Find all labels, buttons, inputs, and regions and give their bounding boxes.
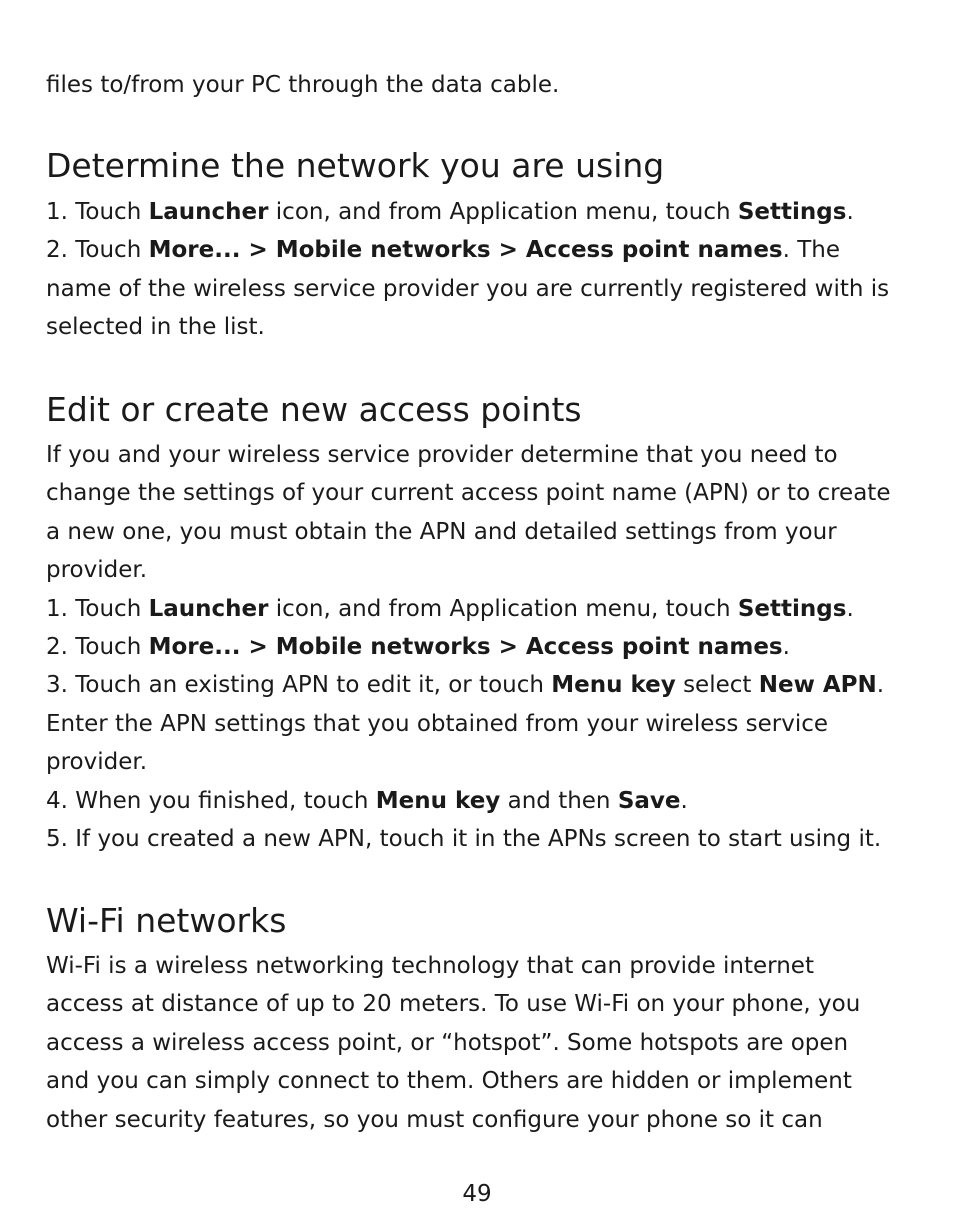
new-apn-term: New APN <box>758 672 877 699</box>
apn-step-3-line-3: provider. <box>46 749 148 776</box>
save-term: Save <box>617 787 681 814</box>
heading-determine-network: Determine the network you are using <box>46 146 665 185</box>
settings-term: Settings <box>737 199 847 225</box>
apn-step-5: 5. If you created a new APN, touch it in the APNs screen to start using it. <box>46 826 882 853</box>
apn-intro-line: change the settings of your current access point name (APN) or to create <box>46 480 891 507</box>
apn-intro-line: a new one, you must obtain the APN and detailed settings from your <box>46 518 837 545</box>
intro-paragraph <box>46 66 926 104</box>
wifi-line: and you can simply connect to them. Others are hidden or implement <box>46 1068 852 1095</box>
wifi-line: other security features, so you must configure your phone so it can <box>46 1106 823 1133</box>
apn-step-3-line-2: Enter the APN settings that you obtained from your wireless service <box>46 710 829 737</box>
apn-step-3: 3. Touch an existing APN to edit it, or touch Menu key select New APN. <box>46 672 885 699</box>
apn-section-body <box>46 436 926 858</box>
wifi-line: Wi-Fi is a wireless networking technology that can provide internet <box>46 953 814 979</box>
apn-step-2: 2. Touch More... > Mobile networks > Access point names. <box>46 634 790 661</box>
launcher-term: Launcher <box>148 595 269 622</box>
apn-step-1: 1. Touch Launcher icon, and from Application menu, touch Settings. <box>46 595 854 622</box>
network-step-1: 1. Touch Launcher icon, and from Application menu, touch Settings. <box>46 199 854 225</box>
apn-step-4: 4. When you finished, touch Menu key and then Save. <box>46 787 688 814</box>
apn-intro-line: If you and your wireless service provider determine that you need to <box>46 442 838 468</box>
page-number: 49 <box>462 1181 492 1207</box>
apn-intro-line: provider. <box>46 557 148 584</box>
network-step-2-line-2: name of the wireless service provider you are currently registered with is <box>46 275 890 302</box>
network-step-2: 2. Touch More... > Mobile networks > Access point names. The <box>46 237 841 264</box>
wifi-paragraph <box>46 947 926 1139</box>
heading-wifi-networks: Wi-Fi networks <box>46 901 287 940</box>
apn-path-term: More... > Mobile networks > Access point names <box>148 634 783 661</box>
intro-text: files to/from your PC through the data cable. <box>46 72 560 98</box>
apn-path-term: More... > Mobile networks > Access point names <box>148 237 783 264</box>
settings-term: Settings <box>737 595 847 622</box>
network-step-2-line-3: selected in the list. <box>46 314 265 341</box>
menu-key-term: Menu key <box>375 787 501 814</box>
heading-edit-access-points: Edit or create new access points <box>46 390 582 429</box>
menu-key-term: Menu key <box>551 672 676 699</box>
launcher-term: Launcher <box>148 199 269 225</box>
network-steps <box>46 193 926 347</box>
wifi-line: access a wireless access point, or “hotspot”. Some hotspots are open <box>46 1029 849 1056</box>
wifi-line: access at distance of up to 20 meters. To use Wi-Fi on your phone, you <box>46 991 861 1018</box>
